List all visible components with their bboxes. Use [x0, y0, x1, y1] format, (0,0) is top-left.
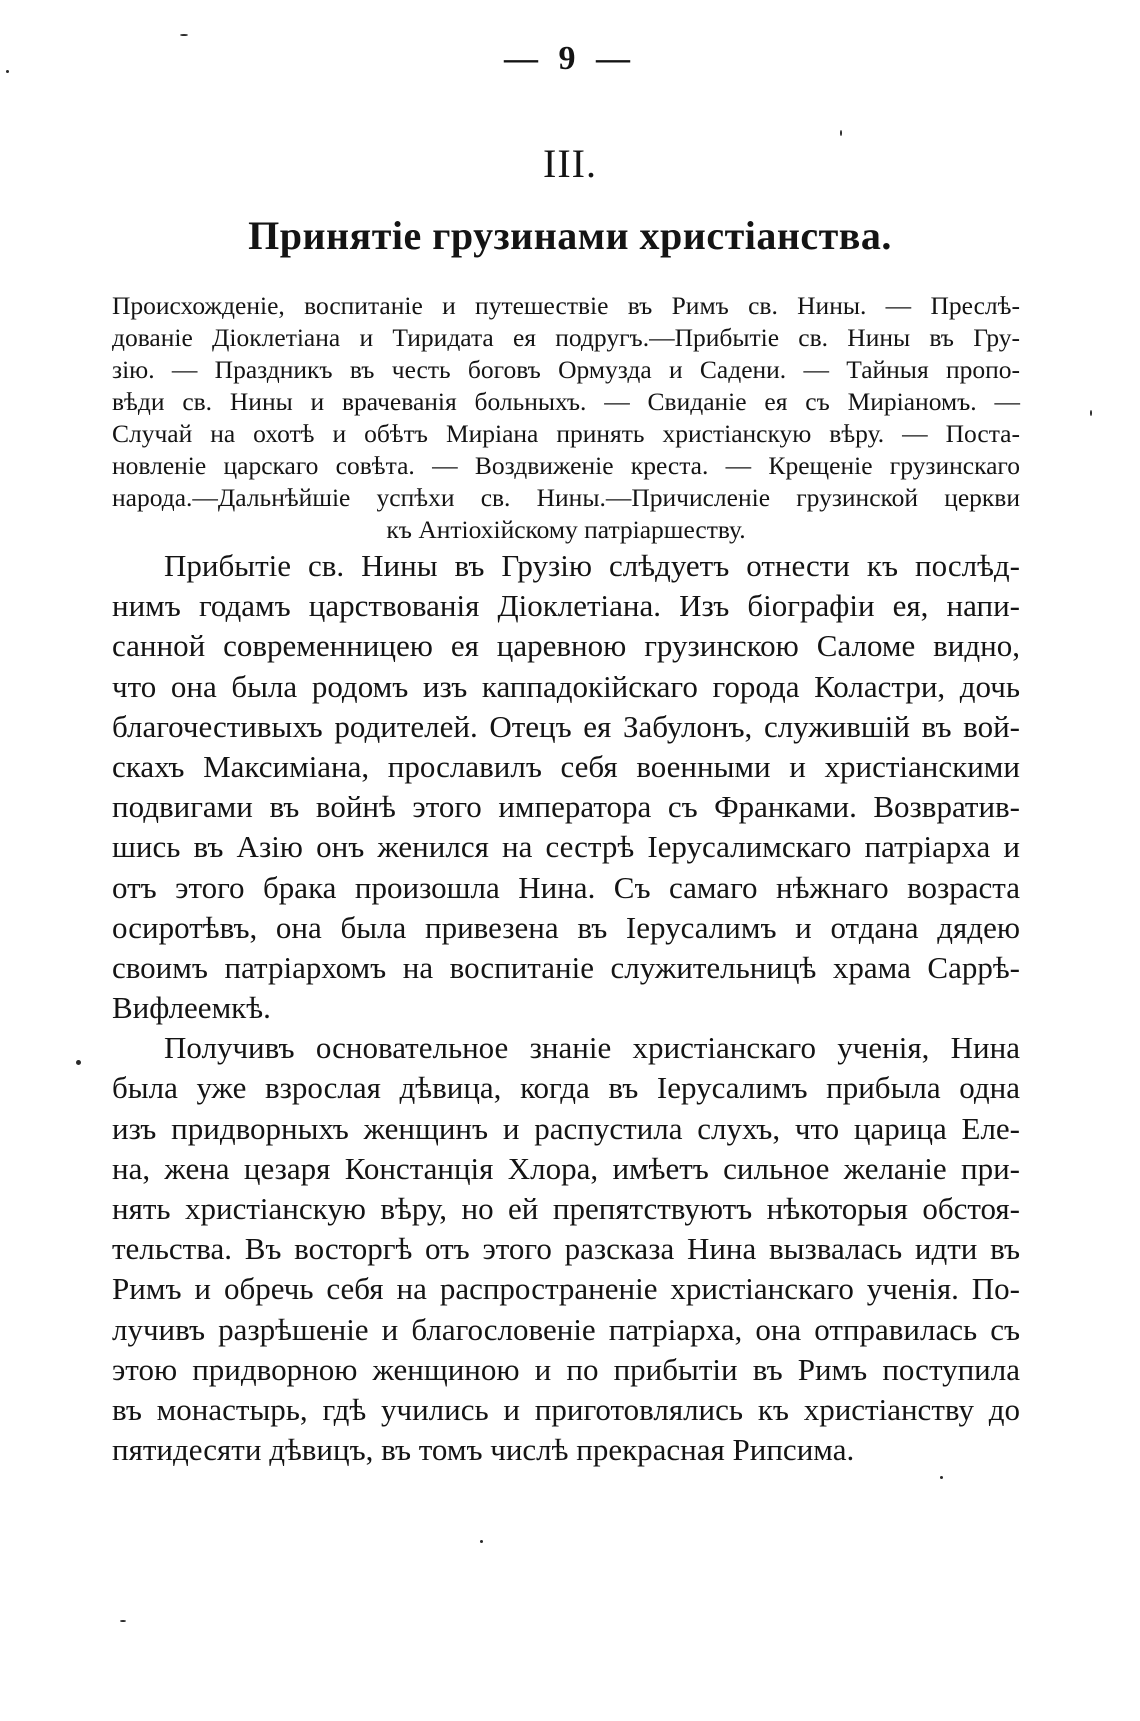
scan-speck — [940, 1476, 943, 1479]
body-line: въ монастырь, гдѣ учились и приготовлялись къ христіанству до — [112, 1391, 1020, 1427]
summary-line: Случай на охотѣ и обѣтъ Миріана принять христіанскую вѣру. — Поста- — [112, 419, 1020, 448]
summary-line: вѣди св. Нины и врачеванія больныхъ. — Свиданіе ея съ Миріаномъ. — — [112, 387, 1020, 416]
summary-line: новленіе царскаго совѣта. — Воздвиженіе креста. — Крещеніе грузинскаго — [112, 451, 1020, 480]
scan-speck — [180, 34, 188, 36]
body-line: Получивъ основательное знаніе христіанскаго ученія, Нина — [164, 1030, 1020, 1066]
chapter-title: Принятіе грузинами христіанства. — [248, 213, 892, 258]
body-line: была уже взрослая дѣвица, когда въ Іерусалимъ прибыла одна — [112, 1070, 1020, 1106]
body-line: тельства. Въ восторгѣ отъ этого разсказа Нина вызвалась идти въ — [112, 1231, 1020, 1267]
summary-line: Происхожденіе, воспитаніе и путешествіе въ Римъ св. Нины. — Преслѣ- — [112, 291, 1020, 320]
body-line: Прибытіе св. Нины въ Грузію слѣдуетъ отнести къ послѣд- — [164, 548, 1020, 583]
scan-speck — [6, 70, 9, 73]
body-line: на, жена цезаря Констанція Хлора, имѣетъ сильное желаніе при- — [112, 1150, 1020, 1186]
summary-line: зію. — Праздникъ въ честь боговъ Ормузда и Садени. — Тайныя пропо- — [112, 355, 1020, 384]
scan-speck — [480, 1540, 483, 1543]
body-line: подвигами въ войнѣ этого императора съ Франками. Возвратив- — [112, 789, 1020, 825]
body-line: отъ этого брака произошла Нина. Съ самаго нѣжнаго возраста — [112, 869, 1020, 905]
body-line: что она была родомъ изъ каппадокійскаго города Колaстри, дочь — [112, 668, 1020, 704]
body-line: Вифлеемкѣ. — [112, 990, 271, 1026]
body-line: изъ придворныхъ женщинъ и распустила слухъ, что царица Еле- — [112, 1110, 1020, 1146]
summary-line: дованіе Діоклетіана и Тиридата ея подругъ.—Прибытіе св. Нины въ Гру- — [112, 323, 1020, 352]
body-line: лучивъ разрѣшеніе и благословеніе патріарха, она отправилась съ — [112, 1311, 1020, 1347]
page-number: — 9 — — [504, 40, 636, 77]
body-line: шись въ Азію онъ женился на сестрѣ Іерусалимскаго патріарха и — [112, 829, 1020, 865]
body-line: нять христіанскую вѣру, но ей препятствуютъ нѣкоторыя обстоя- — [112, 1191, 1020, 1226]
chapter-number: III. — [543, 141, 597, 186]
summary-line: къ Антіохійскому патріаршеству. — [386, 515, 746, 544]
summary-line: народа.—Дальнѣйшіе успѣхи св. Нины.—Причисленіе грузинской церкви — [112, 483, 1020, 512]
scan-speck — [120, 1620, 126, 1622]
body-line: санной современницею ея царевною грузинскою Саломе видно, — [112, 628, 1020, 664]
body-line: своимъ патріархомъ на воспитаніе служительницѣ храма Саррѣ- — [112, 949, 1020, 985]
body-line: благочестивыхъ родителей. Отецъ ея Забулонъ, служившій въ вой- — [112, 708, 1020, 744]
body-line: нимъ годамъ царствованія Діоклетіана. Изъ біографіи ея, напи- — [112, 588, 1020, 624]
body-line: скахъ Максиміана, прославилъ себя военными и христіанскими — [112, 748, 1020, 784]
body-line: Римъ и обречь себя на распространеніе христіанскаго ученія. По- — [112, 1271, 1020, 1307]
body-text — [112, 546, 1020, 1470]
scan-speck — [1090, 410, 1092, 416]
body-line: осиротѣвъ, она была привезена въ Іерусалимъ и отдана дядею — [112, 909, 1020, 945]
scan-speck — [76, 1060, 81, 1065]
body-line: пятидесяти дѣвицъ, въ томъ числѣ прекрасная Рипсима. — [112, 1432, 855, 1468]
chapter-summary — [112, 290, 1020, 546]
scan-speck — [840, 130, 842, 136]
body-line: этою придворною женщиною и по прибытіи въ Римъ поступила — [112, 1351, 1020, 1387]
